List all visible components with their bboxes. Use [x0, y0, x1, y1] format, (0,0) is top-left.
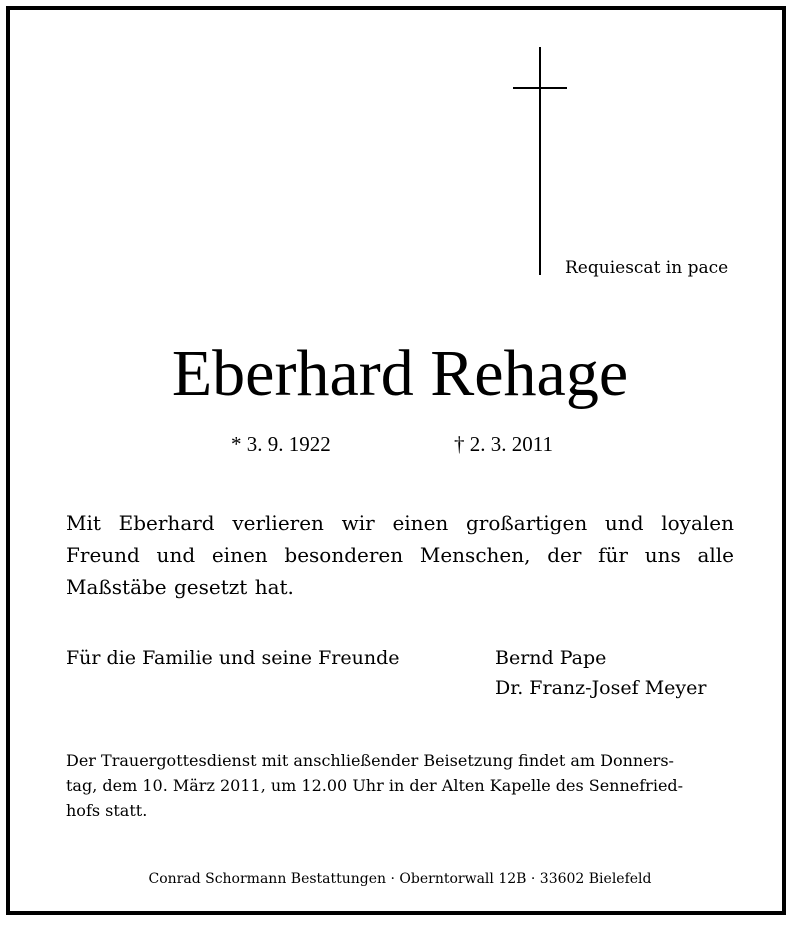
deceased-name: Eberhard Rehage	[171, 337, 629, 410]
signer-name: Bernd Pape	[495, 647, 607, 669]
motto: Requiescat in pace	[565, 258, 729, 278]
death-date: † 2. 3. 2011	[454, 432, 553, 456]
service-line: tag, dem 10. März 2011, um 12.00 Uhr in der Alten Kapelle des Sennefried-	[66, 776, 684, 795]
signer-names	[495, 643, 706, 703]
service-line: Der Trauergottesdienst mit anschließender Beisetzung findet am Donners-	[66, 751, 674, 770]
signer-name: Dr. Franz-Josef Meyer	[495, 677, 707, 699]
cross-vertical-bar	[539, 47, 541, 275]
service-announcement	[66, 748, 736, 823]
funeral-home-footer: Conrad Schormann Bestattungen · Oberntorwall 12B · 33602 Bielefeld	[148, 871, 652, 887]
on-behalf-of: Für die Familie und seine Freunde	[66, 647, 400, 669]
cross-horizontal-bar	[513, 87, 567, 89]
birth-date: * 3. 9. 1922	[231, 432, 331, 456]
service-line: hofs statt.	[66, 801, 148, 820]
tribute-text: Mit Eberhard verlieren wir einen großartigen und loyalen Freund und einen besonderen Menschen, der für uns alle Maßstäbe gesetzt hat.	[66, 511, 734, 599]
